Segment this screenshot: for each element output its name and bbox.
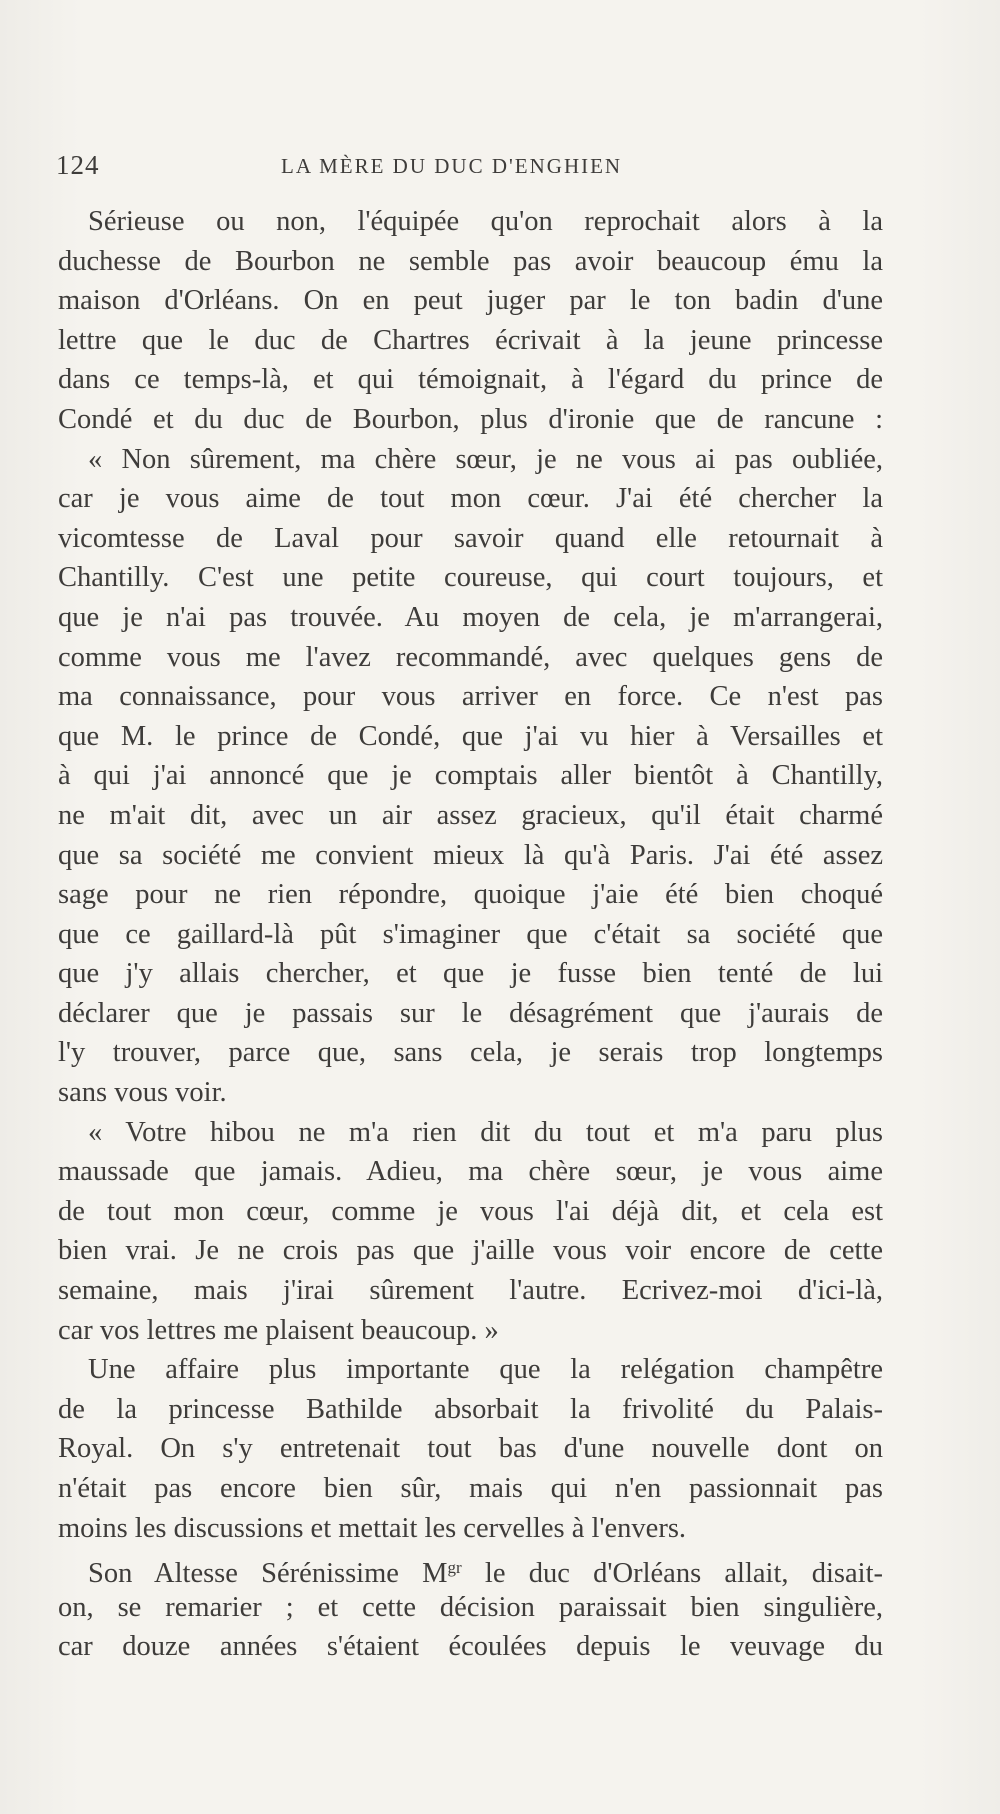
text-line xyxy=(58,1192,883,1232)
text-line-content: Sérieuse ou non, l'équipée qu'on reprochait alors à la xyxy=(88,206,883,237)
text-line-content: Chantilly. C'est une petite coureuse, qui court toujours, et xyxy=(58,562,883,594)
text-line-content: n'était pas encore bien sûr, mais qui n'en passionnait pas xyxy=(58,1473,883,1504)
text-line xyxy=(58,1231,883,1271)
text-line-content: car douze années s'étaient écoulées depuis le veuvage du xyxy=(58,1631,883,1663)
text-line xyxy=(58,519,883,559)
text-line-content: on, se remarier ; et cette décision paraissait bien singulière, xyxy=(58,1591,883,1623)
text-line-content: ma connaissance, pour vous arriver en force. Ce n'est pas xyxy=(58,681,883,713)
text-line xyxy=(58,1311,883,1351)
text-line-content: que sa société me convient mieux là qu'à Paris. J'ai été assez xyxy=(58,839,883,871)
text-line xyxy=(58,1073,883,1113)
text-line xyxy=(58,717,883,757)
text-line xyxy=(58,1429,883,1469)
text-line xyxy=(58,638,883,678)
running-head xyxy=(56,150,668,190)
text-line xyxy=(58,1588,883,1628)
page-number: 124 xyxy=(56,150,100,180)
text-line-content: Une affaire plus importante que la relégation champêtre xyxy=(88,1354,883,1386)
text-line xyxy=(58,1390,883,1430)
text-line xyxy=(58,242,883,282)
text-line xyxy=(58,1548,883,1588)
text-line-content: déclarer que je passais sur le désagrément que j'aurais de xyxy=(58,997,883,1029)
text-line xyxy=(58,598,883,638)
text-line-content: vicomtesse de Laval pour savoir quand elle retournait à xyxy=(58,522,883,554)
text-line-content: Condé et du duc de Bourbon, plus d'ironie que de rancune : xyxy=(58,403,883,435)
text-line-content: à qui j'ai annoncé que je comptais aller bientôt à Chantilly, xyxy=(58,760,883,792)
text-line-content: l'y trouver, parce que, sans cela, je serais trop longtemps xyxy=(58,1037,883,1069)
text-line xyxy=(58,915,883,955)
text-line-content: Royal. On s'y entretenait tout bas d'une nouvelle dont on xyxy=(58,1433,883,1465)
text-line xyxy=(58,440,883,480)
text-line xyxy=(58,321,883,361)
text-line xyxy=(58,796,883,836)
text-line-content: dans ce temps-là, et qui témoignait, à l'égard du prince de xyxy=(58,364,883,396)
text-line-content: de tout mon cœur, comme je vous l'ai déjà dit, et cela est xyxy=(58,1195,883,1227)
text-line xyxy=(58,756,883,796)
text-line-content: lettre que le duc de Chartres écrivait à la jeune princesse xyxy=(58,324,883,356)
text-line xyxy=(58,1627,883,1667)
text-line xyxy=(58,400,883,440)
text-line xyxy=(58,202,883,242)
superscript: gr xyxy=(447,1558,462,1578)
text-line-content: maison d'Orléans. On en peut juger par le ton badin d'une xyxy=(58,285,883,317)
text-line-content: bien vrai. Je ne crois pas que j'aille vous voir encore de cette xyxy=(58,1235,883,1267)
text-line-content: de la princesse Bathilde absorbait la frivolité du Palais- xyxy=(58,1393,883,1425)
text-line xyxy=(58,875,883,915)
text-line xyxy=(58,479,883,519)
text-line-content: que j'y allais chercher, et que je fusse bien tenté de lui xyxy=(58,958,883,990)
text-line-content: maussade que jamais. Adieu, ma chère sœur, je vous aime xyxy=(58,1156,883,1188)
text-line-content: comme vous me l'avez recommandé, avec quelques gens de xyxy=(58,641,883,673)
running-title: LA MÈRE DU DUC D'ENGHIEN xyxy=(281,154,623,178)
text-line xyxy=(58,1469,883,1509)
text-line-content: Son Altesse Sérénissime M xyxy=(88,1558,448,1590)
text-line xyxy=(58,1152,883,1192)
text-line xyxy=(58,1271,883,1311)
text-line-content: que ce gaillard-là pût s'imaginer que c'était sa société que xyxy=(58,918,883,950)
text-line-content: que M. le prince de Condé, que j'ai vu hier à Versailles et xyxy=(58,720,883,752)
text-line-content: semaine, mais j'irai sûrement l'autre. Ecrivez-moi d'ici-là, xyxy=(58,1275,883,1307)
text-line xyxy=(58,994,883,1034)
text-line-content: ne m'ait dit, avec un air assez gracieux, qu'il était charmé xyxy=(58,799,883,831)
text-line-content: sans vous voir. xyxy=(58,1077,227,1109)
text-line xyxy=(58,677,883,717)
text-line xyxy=(58,1509,883,1549)
text-line-content: que je n'ai pas trouvée. Au moyen de cela, je m'arrangerai, xyxy=(58,601,883,633)
text-line-content: « Votre hibou ne m'a rien dit du tout et m'a paru plus xyxy=(88,1116,883,1148)
text-line xyxy=(58,1033,883,1073)
text-line-content: sage pour ne rien répondre, quoique j'aie été bien choqué xyxy=(58,879,883,911)
body-text xyxy=(58,202,883,1667)
text-line-content: moins les discussions et mettait les cervelles à l'envers. xyxy=(58,1512,687,1544)
text-line xyxy=(58,954,883,994)
text-line xyxy=(58,360,883,400)
text-line-content: duchesse de Bourbon ne semble pas avoir beaucoup ému la xyxy=(58,245,883,277)
text-line xyxy=(58,281,883,321)
text-line xyxy=(58,558,883,598)
text-line-content: car je vous aime de tout mon cœur. J'ai été chercher la xyxy=(58,483,883,515)
text-line-content: car vos lettres me plaisent beaucoup. » xyxy=(58,1314,499,1346)
text-line-continuation: le duc d'Orléans allait, disait- xyxy=(461,1558,883,1590)
text-line xyxy=(58,1350,883,1390)
text-line xyxy=(58,1113,883,1153)
text-line-content: « Non sûrement, ma chère sœur, je ne vous ai pas oubliée, xyxy=(88,443,883,475)
text-line xyxy=(58,836,883,876)
